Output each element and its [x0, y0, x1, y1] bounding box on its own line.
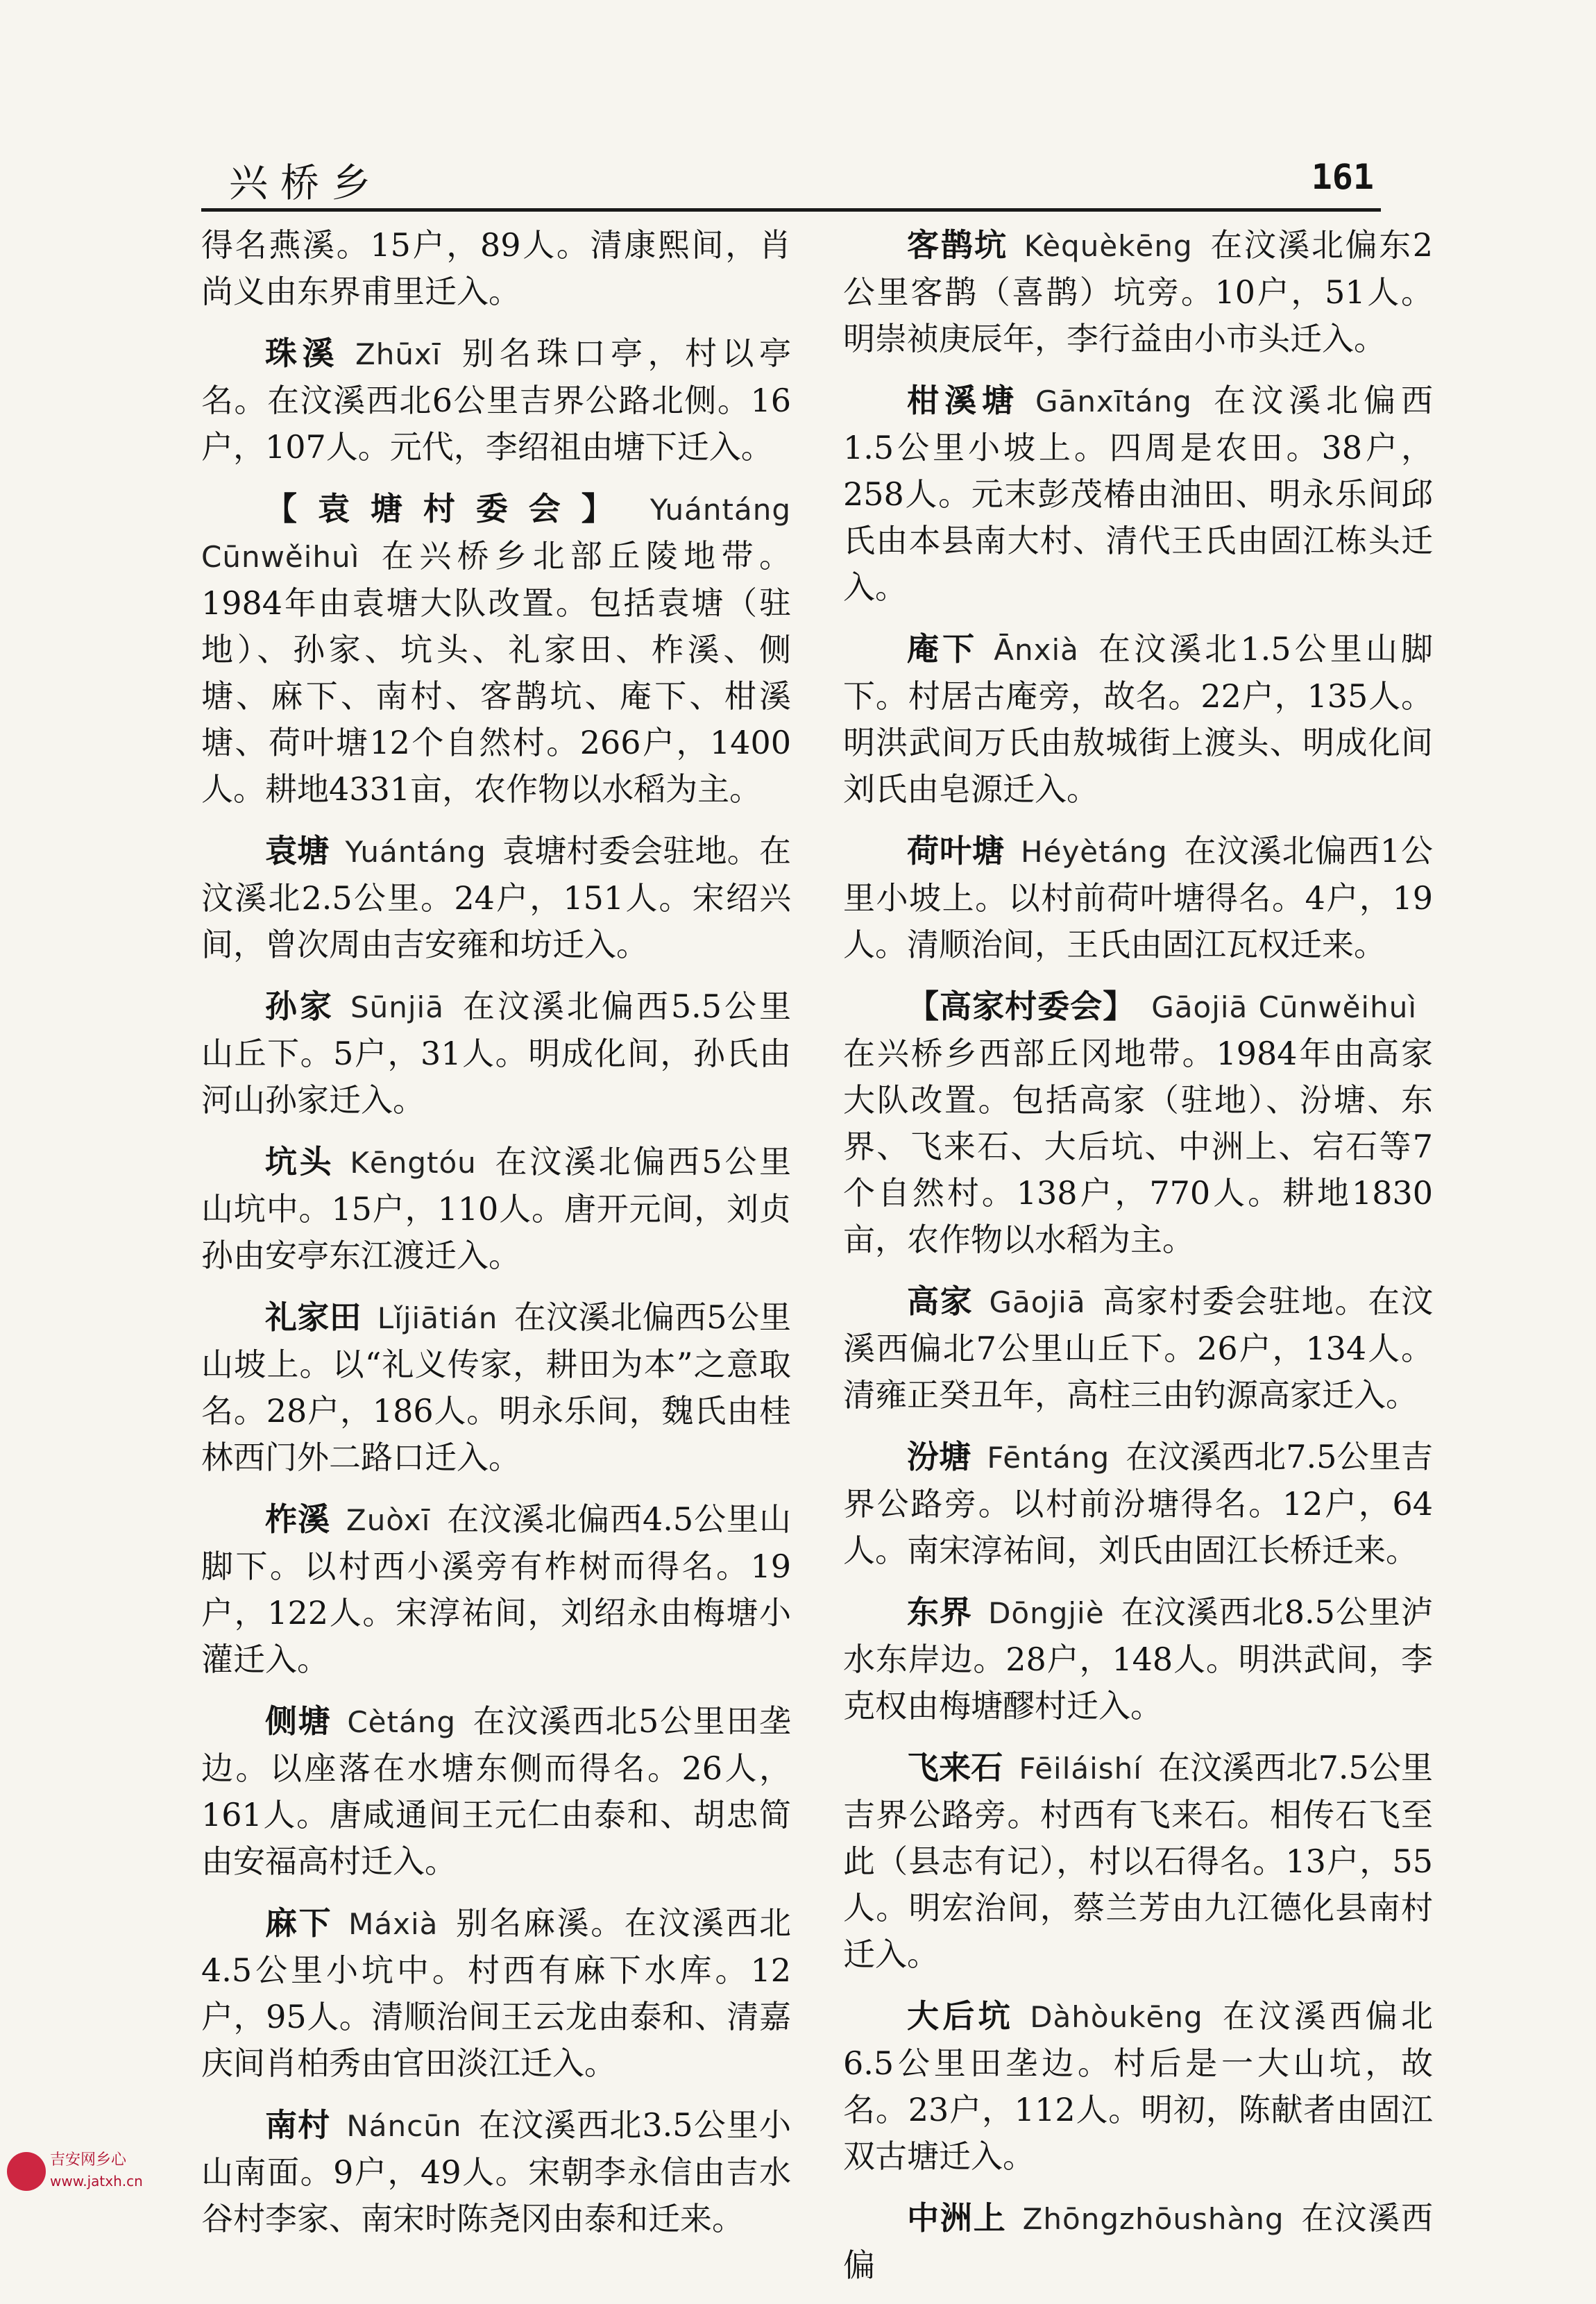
entry-headword: 孙家 — [265, 988, 334, 1025]
entry-text: 在汶溪西北7.5公里吉界公路旁。村西有飞来石。相传石飞至此（县志有记），村以石得名。13户，55人。明宏治间，蔡兰芳由九江德化县南村迁入。 — [843, 1749, 1434, 1973]
entry-headword: 麻下 — [265, 1904, 333, 1942]
entry-headword: 珠溪 — [265, 334, 339, 372]
entry-headword: 荷叶塘 — [907, 832, 1005, 870]
entry-text: 在汶溪西北7.5公里吉界公路旁。以村前汾塘得名。12户，64人。南宋淳祐间，刘氏由固江长桥迁来。 — [843, 1438, 1434, 1569]
entry-paragraph — [201, 1900, 791, 2087]
entry-pinyin: Zhūxī — [355, 337, 441, 371]
watermark-logo-icon — [7, 2152, 46, 2191]
entry-headword: 飞来石 — [907, 1749, 1003, 1786]
entry-text: 在汶溪北偏西4.5公里山脚下。以村西小溪旁有柞树而得名。19户，122人。宋淳祐间，刘绍永由梅塘小灌迁入。 — [201, 1500, 792, 1678]
entry-pinyin: Ānxià — [994, 633, 1079, 667]
entry-pinyin: Gānxītáng — [1035, 384, 1192, 418]
entry-headword: 南村 — [265, 2106, 331, 2144]
entry-text: 在汶溪北偏西5公里山坑中。15户，110人。唐开元间，刘贞孙由安亭东江渡迁入。 — [201, 1143, 791, 1274]
entry-text: 在汶溪北偏西1.5公里小坡上。四周是农田。38户，258人。元末彭茂椿由油田、明永乐间邱氏由本县南大村、清代王氏由固江栋头迁入。 — [843, 382, 1434, 606]
entry-headword: 袁塘 — [265, 832, 330, 870]
entry-text: 高家村委会驻地。在汶溪西偏北7公里山丘下。26户，134人。清雍正癸丑年，高柱三由钓源高家迁入。 — [843, 1282, 1434, 1414]
entry-paragraph — [201, 2102, 791, 2242]
entry-paragraph — [201, 222, 791, 315]
entry-text: 在汶溪西北8.5公里泸水东岸边。28户，148人。明洪武间，李克权由梅塘醪村迁入。 — [843, 1593, 1433, 1725]
left-column — [201, 222, 791, 2258]
entry-headword: 柞溪 — [265, 1500, 330, 1538]
entry-text: 在汶溪北偏西5.5公里山丘下。5户，31人。明成化间，孙氏由河山孙家迁入。 — [201, 988, 792, 1119]
entry-pinyin: Fēntáng — [987, 1441, 1110, 1475]
entry-paragraph — [201, 1294, 791, 1481]
entry-pinyin: Fēiláishí — [1019, 1752, 1142, 1786]
entry-paragraph — [843, 1993, 1433, 2180]
entry-text: 在汶溪西北5公里田垄边。以座落在水塘东侧而得名。26人，161人。唐咸通间王元仁由泰和、胡忠简由安福高村迁入。 — [201, 1702, 791, 1880]
entry-text: 在兴桥乡西部丘冈地带。1984年由高家大队改置。包括高家（驻地）、汾塘、东界、飞来石、大后坑、中洲上、宕石等7个自然村。138户，770人。耕地1830亩，农作物以水稻为主。 — [843, 1035, 1433, 1258]
entry-headword: 大后坑 — [907, 1997, 1015, 2035]
entry-paragraph — [201, 330, 791, 471]
entry-paragraph — [843, 222, 1433, 362]
entry-pinyin: Dōngjiè — [988, 1596, 1105, 1630]
entry-text: 在汶溪北偏东2公里客鹊（喜鹊）坑旁。10户，51人。明崇祯庚辰年，李行益由小市头迁入。 — [843, 226, 1433, 357]
entry-pinyin: Cètáng — [347, 1705, 456, 1739]
entry-text: 在兴桥乡北部丘陵地带。1984年由袁塘大队改置。包括袁塘（驻地）、孙家、坑头、礼家田、柞溪、侧塘、麻下、南村、客鹊坑、庵下、柑溪塘、荷叶塘12个自然村。266户，1400人。耕地4331亩，农作物以水稻为主。 — [201, 537, 791, 808]
entry-paragraph — [843, 1745, 1433, 1978]
entry-pinyin: Lǐjiātián — [377, 1301, 498, 1335]
entry-headword: 【袁塘村委会】 — [265, 490, 634, 527]
entry-paragraph — [843, 378, 1433, 611]
entry-paragraph — [843, 2195, 1433, 2289]
entry-paragraph — [843, 1434, 1433, 1574]
entry-text: 别名珠口亭，村以亭名。在汶溪西北6公里吉界公路北侧。16户，107人。元代，李绍祖由塘下迁入。 — [201, 334, 792, 466]
entry-text: 得名燕溪。15户，89人。清康熙间，肖尚义由东界甫里迁入。 — [201, 226, 791, 310]
entry-pinyin: Gāojiā — [989, 1285, 1086, 1319]
entry-pinyin: Sūnjiā — [350, 990, 444, 1024]
entry-text: 在汶溪西偏 — [843, 2199, 1433, 2284]
entry-headword: 汾塘 — [907, 1438, 971, 1475]
entry-pinyin: Kēngtóu — [350, 1146, 477, 1180]
entry-pinyin: Máxià — [348, 1907, 439, 1941]
watermark-url: www.jatxh.cn — [50, 2173, 143, 2189]
entry-paragraph — [843, 1589, 1433, 1729]
entry-pinyin: Zuòxī — [346, 1503, 431, 1537]
entry-pinyin: Yuántáng Cūnwěihuì — [201, 493, 791, 574]
entry-pinyin: Náncūn — [346, 2109, 462, 2143]
entry-headword: 东界 — [907, 1593, 973, 1631]
entry-headword: 【高家村委会】 — [907, 988, 1136, 1025]
entry-paragraph — [843, 828, 1433, 968]
entry-paragraph — [201, 983, 791, 1124]
entry-paragraph — [201, 1698, 791, 1885]
entry-pinyin: Zhōngzhōushàng — [1022, 2202, 1284, 2236]
entry-headword: 礼家田 — [265, 1298, 362, 1336]
watermark-text: 吉安网乡心 — [50, 2151, 127, 2169]
entry-text: 在汶溪西偏北6.5公里田垄边。村后是一大山坑，故名。23户，112人。明初，陈献者由固江双古塘迁入。 — [843, 1997, 1434, 2175]
entry-text: 在汶溪北偏西1公里小坡上。以村前荷叶塘得名。4户，19人。清顺治间，王氏由固江瓦权迁来。 — [843, 832, 1433, 963]
entry-headword: 庵下 — [907, 630, 978, 668]
entry-paragraph — [843, 626, 1433, 813]
right-column — [843, 222, 1433, 2304]
site-watermark — [7, 2148, 173, 2203]
entry-paragraph — [201, 1139, 791, 1279]
entry-headword: 柑溪塘 — [907, 382, 1020, 419]
entry-text: 袁塘村委会驻地。在汶溪北2.5公里。24户，151人。宋绍兴间，曾次周由吉安雍和坊迁入。 — [201, 832, 792, 963]
entry-headword: 坑头 — [265, 1143, 334, 1180]
entry-pinyin: Gāojiā Cūnwěihuì — [1151, 990, 1417, 1024]
entry-pinyin: Yuántáng — [345, 835, 486, 869]
running-title: 兴桥乡 — [229, 161, 383, 206]
entry-headword: 中洲上 — [907, 2199, 1007, 2237]
entry-paragraph — [201, 1496, 791, 1683]
entry-headword: 侧塘 — [265, 1702, 332, 1740]
header-rule — [201, 208, 1381, 212]
entry-paragraph — [843, 1278, 1433, 1418]
entry-text: 在汶溪北1.5公里山脚下。村居古庵旁，故名。22户，135人。明洪武间万氏由敖城街上渡头、明成化间刘氏由皂源迁入。 — [843, 630, 1434, 808]
entry-paragraph — [843, 983, 1433, 1263]
entry-text: 别名麻溪。在汶溪西北4.5公里小坑中。村西有麻下水库。12户，95人。清顺治间王云龙由泰和、清嘉庆间肖柏秀由官田淡江迁入。 — [201, 1904, 791, 2082]
page-number: 161 — [1311, 157, 1374, 197]
entry-text: 在汶溪北偏西5公里山坡上。以“礼义传家，耕田为本”之意取名。28户，186人。明永乐间，魏氏由桂林西门外二路口迁入。 — [201, 1298, 791, 1476]
page-header — [208, 153, 1374, 206]
entry-paragraph — [201, 486, 791, 813]
entry-pinyin: Kèquèkēng — [1024, 229, 1193, 263]
entry-pinyin: Dàhòukēng — [1030, 2000, 1203, 2034]
entry-headword: 客鹊坑 — [907, 226, 1008, 264]
entry-headword: 高家 — [907, 1282, 974, 1320]
entry-pinyin: Héyètáng — [1021, 835, 1168, 869]
entry-paragraph — [201, 828, 791, 968]
entry-text: 在汶溪西北3.5公里小山南面。9户，49人。宋朝李永信由吉水谷村李家、南宋时陈尧冈由泰和迁来。 — [201, 2106, 792, 2237]
